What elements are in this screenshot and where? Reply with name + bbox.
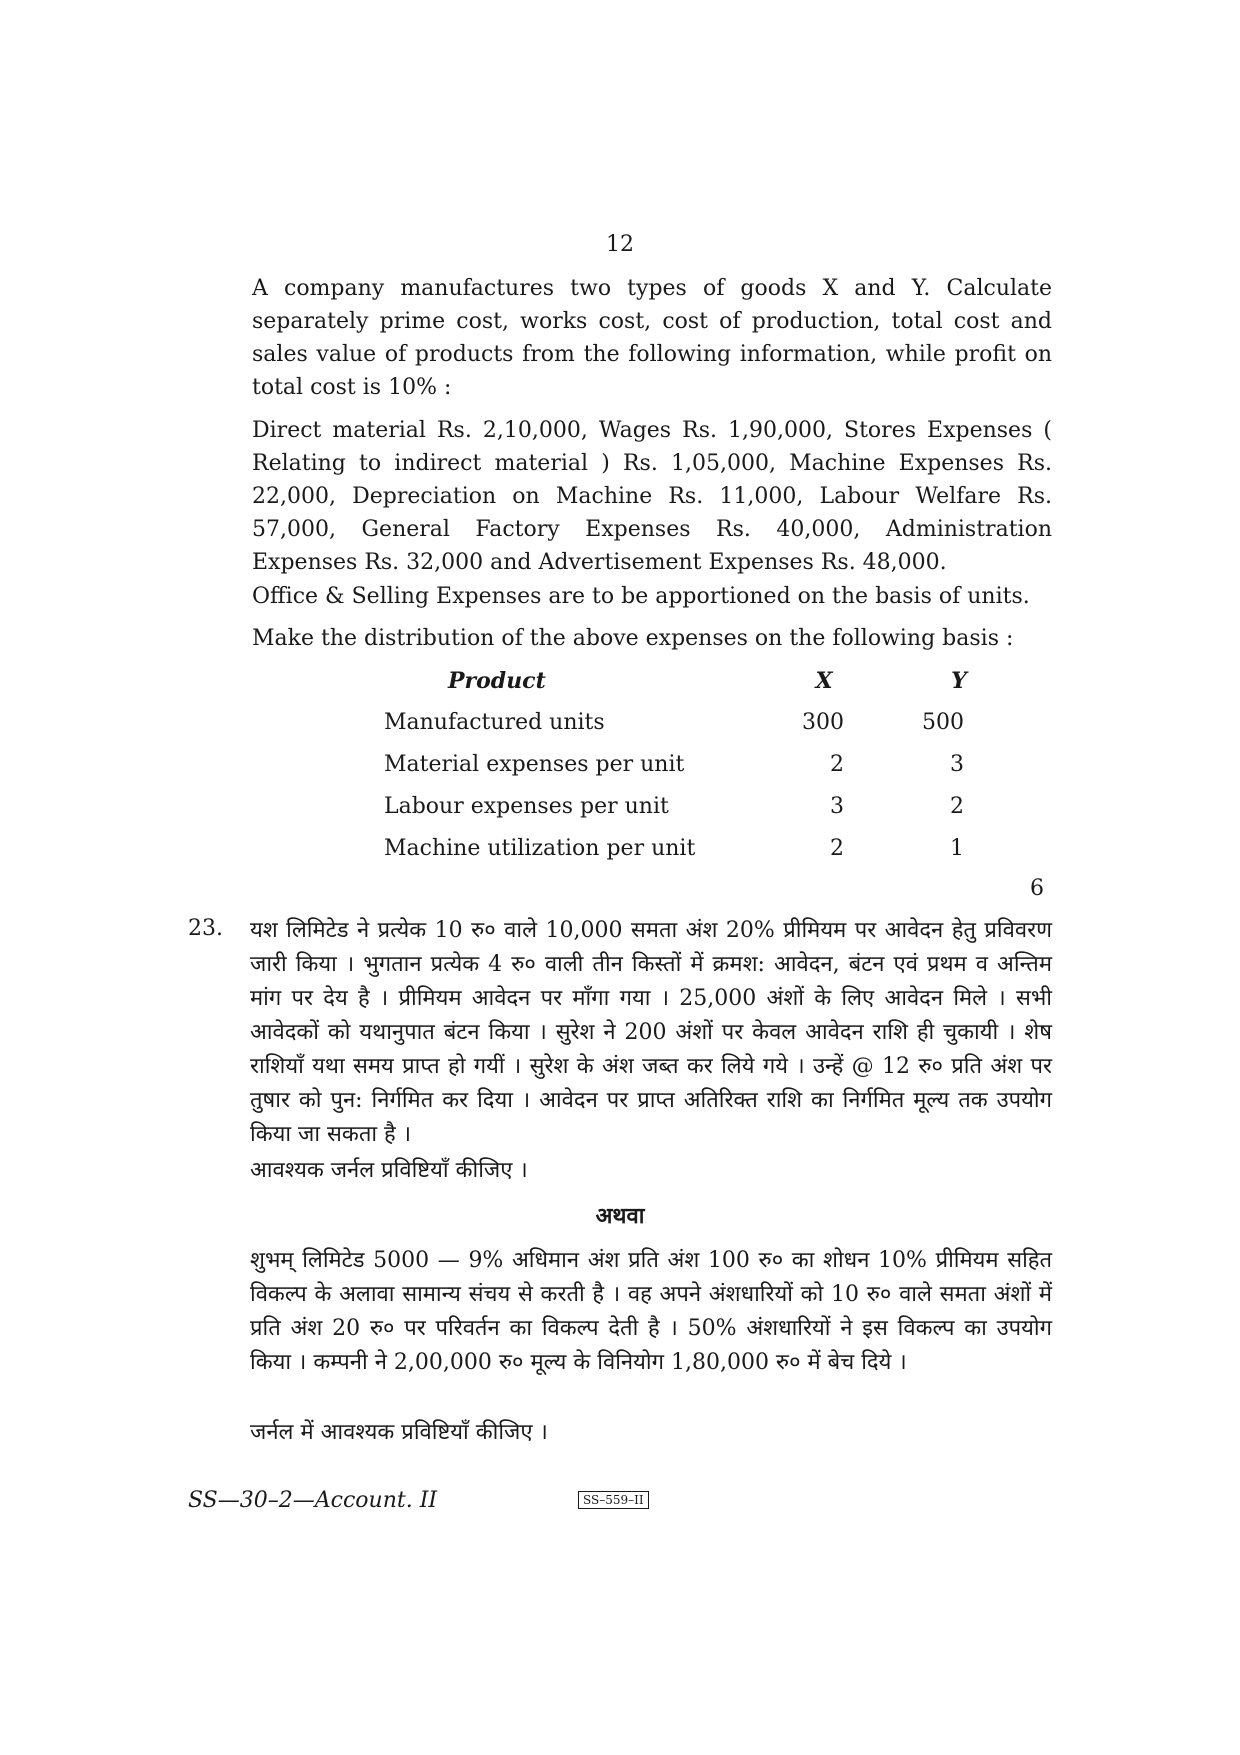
page-number: 12 xyxy=(606,232,634,257)
row-y-value: 1 xyxy=(950,836,964,861)
row-x-value: 3 xyxy=(830,794,844,819)
expense-details: Direct material Rs. 2,10,000, Wages Rs. 1,90,000, Stores Expenses ( Relating to indirect material ) Rs. 1,05,000, Machine Expenses Rs. 22,000, Depreciation on Machine Rs. 11,000, Labour Welfare Rs. 57,000, General Factory Expenses Rs. 40,000, Administration Expenses Rs. 32,000 and Advertisement Expenses Rs. 48,000. xyxy=(252,418,1052,575)
office-selling-note: Office & Selling Expenses are to be apportioned on the basis of units. xyxy=(252,584,1030,609)
row-x-value: 2 xyxy=(830,836,844,861)
instruction-journal: आवश्यक जर्नल प्रविष्टियाँ कीजिए । xyxy=(250,1158,528,1183)
distribution-table xyxy=(384,660,1004,870)
marks: 6 xyxy=(1030,876,1044,901)
paper-code-box: SS–559–II xyxy=(578,1491,649,1509)
row-label: Labour expenses per unit xyxy=(384,794,669,819)
table-row xyxy=(384,828,1004,870)
row-x-value: 300 xyxy=(802,710,844,735)
alternative-question-text: शुभम् लिमिटेड 5000 — 9% अधिमान अंश प्रति अंश 100 रु० का शोधन 10% प्रीमियम सहित विकल्प के अलावा सामान्य संचय से करती है । वह अपने अंशधारियों को 10 रु० वाले समता अंशों में प्रति अंश 20 रु० पर परिवर्तन का विकल्प देती है । 50% अंशधारियों ने इस विकल्प का उपयोग किया । कम्पनी ने 2,00,000 रु० मूल्य के विनियोग 1,80,000 रु० में बेच दिये । xyxy=(250,1248,1052,1375)
header-x: X xyxy=(815,668,833,694)
header-y: Y xyxy=(951,668,967,694)
row-y-value: 500 xyxy=(922,710,964,735)
table-row xyxy=(384,786,1004,828)
row-y-value: 3 xyxy=(950,752,964,777)
row-y-value: 2 xyxy=(950,794,964,819)
table-row xyxy=(384,744,1004,786)
subject-code: SS—30–2—Account. II xyxy=(188,1488,438,1513)
question-number: 23. xyxy=(188,916,223,941)
row-x-value: 2 xyxy=(830,752,844,777)
distribution-note: Make the distribution of the above expenses on the following basis : xyxy=(252,626,1014,651)
row-label: Machine utilization per unit xyxy=(384,836,696,861)
instruction-journal-alt: जर्नल में आवश्यक प्रविष्टियाँ कीजिए । xyxy=(250,1420,548,1445)
question-23-text: यश लिमिटेड ने प्रत्येक 10 रु० वाले 10,000 समता अंश 20% प्रीमियम पर आवेदन हेतु प्रविवरण जारी किया । भुगतान प्रत्येक 4 रु० वाली तीन किस्तों में क्रमश: आवेदन, बंटन एवं प्रथम व अन्तिम मांग पर देय है । प्रीमियम आवेदन पर माँगा गया । 25,000 अंशों के लिए आवेदन मिले । सभी आवेदकों को यथानुपात बंटन किया । सुरेश ने 200 अंशों पर केवल आवेदन राशि ही चुकायी । शेष राशियाँ यथा समय प्राप्त हो गयीं । सुरेश के अंश जब्त कर लिये गये । उन्हें @ 12 रु० प्रति अंश पर तुषार को पुन: निर्गमित कर दिया । आवेदन पर प्राप्त अतिरिक्त राशि का निर्गमित मूल्य तक उपयोग किया जा सकता है । xyxy=(250,918,1052,1147)
header-product: Product xyxy=(448,668,546,694)
row-label: Manufactured units xyxy=(384,710,605,735)
table-row xyxy=(384,702,1004,744)
question-intro: A company manufactures two types of goods X and Y. Calculate separately prime cost, works cost, cost of production, total cost and sales value of products from the following information, while profit on total cost is 10% : xyxy=(252,276,1052,400)
or-heading: अथवा xyxy=(595,1203,645,1229)
row-label: Material expenses per unit xyxy=(384,752,685,777)
table-header xyxy=(384,660,1004,702)
